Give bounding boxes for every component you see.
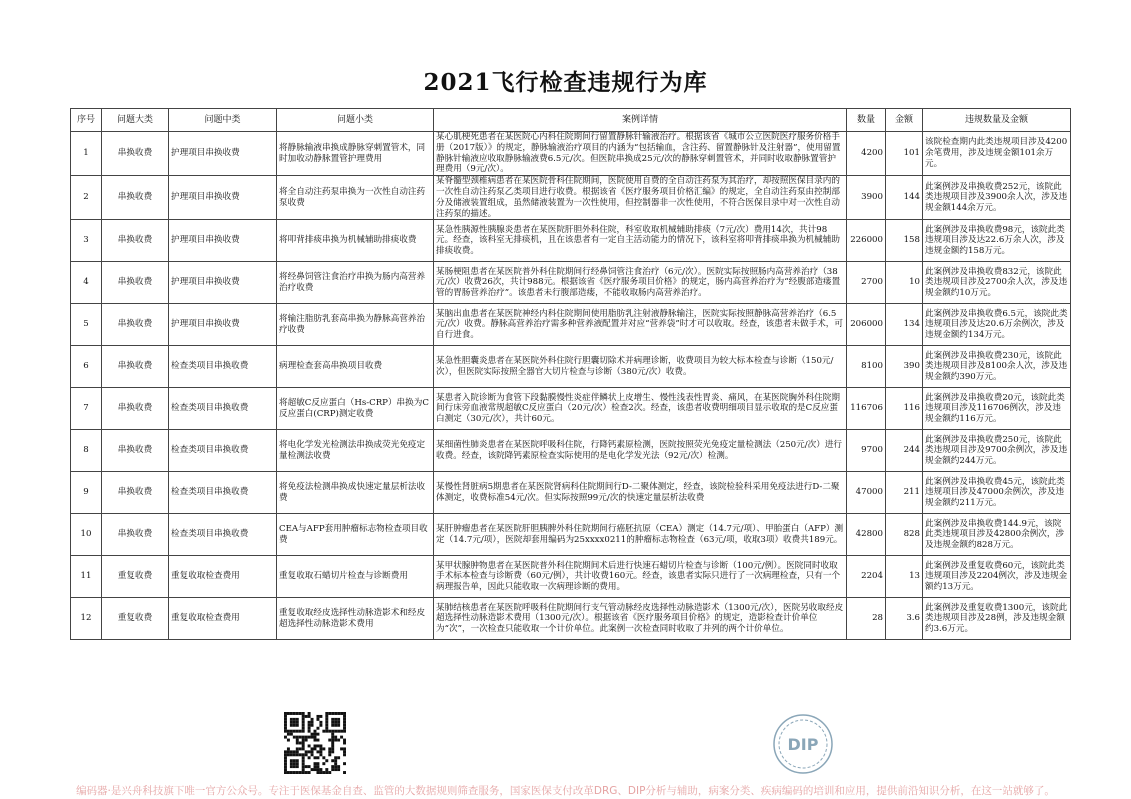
cell-quantity: 4200 [847, 132, 886, 176]
cell-mid-category: 检查类项目串换收费 [169, 430, 277, 472]
cell-no: 9 [71, 472, 102, 514]
table-header-row [71, 109, 1071, 132]
cell-sub-category: 病理检查套高串换项目收费 [277, 346, 434, 388]
cell-sub-category: 将超敏C反应蛋白（Hs-CRP）串换为C反应蛋白(CRP)测定收费 [277, 388, 434, 430]
cell-case-detail: 某甲状腺肿物患者在某医院普外科住院期间术后进行快速石蜡切片检查与诊断（100元/例）。医院同时收取手术标本检查与诊断费（60元/例），共计收费160元。经查，该患者实际只进行了一次病理检查，只有一个病理报告单，因此只能收取一次病理诊断的费用。 [434, 556, 847, 598]
cell-mid-category: 检查类项目串换收费 [169, 514, 277, 556]
cell-mid-category: 护理项目串换收费 [169, 262, 277, 304]
cell-amount: 116 [886, 388, 923, 430]
cell-amount: 158 [886, 220, 923, 262]
cell-mid-category: 检查类项目串换收费 [169, 388, 277, 430]
cell-case-detail: 某肺结核患者在某医院呼吸科住院期间行支气管动脉经皮选择性动脉造影术（1300元/次），医院另收取经皮超选择性动脉造影术费用（1300元/次）。根据该省《医疗服务项目价格》的规定，造影检查计价单位为“次”，一次检查只能收取一个计价单位。此案例一次检查同时收取了并列的两个计价单位。 [434, 598, 847, 640]
table-row [71, 556, 1071, 598]
cell-case-detail: 某急性胰源性胰腺炎患者在某医院肝胆外科住院，科室收取机械辅助排痰（7元/次）费用14次，共计98元。经查，该科室无排痰机，且在该患者有一定自主活动能力的情况下，该科室将叩背排痰串换为机械辅助排痰收费。 [434, 220, 847, 262]
cell-case-detail: 某细菌性肺炎患者在某医院呼吸科住院，行降钙素原检测，医院按照荧光免疫定量检测法（250元/次）进行收费。经查，该院降钙素原检查实际使用的是电化学发光法（92元/次）检测。 [434, 430, 847, 472]
header-quantity: 数量 [847, 109, 886, 132]
cell-mid-category: 护理项目串换收费 [169, 220, 277, 262]
cell-summary: 该院检查期内此类违规项目涉及4200余笔费用，涉及违规金额101余万元。 [923, 132, 1071, 176]
cell-amount: 390 [886, 346, 923, 388]
cell-mid-category: 检查类项目串换收费 [169, 346, 277, 388]
cell-quantity: 206000 [847, 304, 886, 346]
cell-quantity: 2204 [847, 556, 886, 598]
cell-category: 串换收费 [102, 430, 169, 472]
cell-summary: 此案例涉及串换收费230元，该院此类违规项目涉及8100余人次，涉及违规金额约390万元。 [923, 346, 1071, 388]
cell-quantity: 2700 [847, 262, 886, 304]
cell-case-detail: 某心肌梗死患者在某医院心内科住院期间行留置静脉针输液治疗。根据该省《城市公立医院医疗服务价格手册（2017版）》的规定，静脉输液治疗项目的内涵为“包括输血，含注药、留置静脉针及注射器”，使用留置静脉针输液应收取静脉输液费6.5元/次。但医院串换成25元/次的静脉穿刺置管术，并同时收取静脉置管护理费用（9元/次）。 [434, 132, 847, 176]
table-row [71, 262, 1071, 304]
cell-summary: 此案例涉及串换收费98元，该院此类违规项目涉及达22.6万余人次，涉及违规金额约158万元。 [923, 220, 1071, 262]
cell-no: 2 [71, 176, 102, 220]
cell-amount: 10 [886, 262, 923, 304]
cell-amount: 244 [886, 430, 923, 472]
table-row [71, 388, 1071, 430]
table-row [71, 220, 1071, 262]
dip-logo-icon [771, 712, 835, 776]
cell-quantity: 42800 [847, 514, 886, 556]
cell-amount: 211 [886, 472, 923, 514]
cell-no: 10 [71, 514, 102, 556]
cell-quantity: 47000 [847, 472, 886, 514]
cell-mid-category: 护理项目串换收费 [169, 132, 277, 176]
cell-no: 3 [71, 220, 102, 262]
cell-sub-category: 重复收取石蜡切片检查与诊断费用 [277, 556, 434, 598]
header-case-detail: 案例详情 [434, 109, 847, 132]
cell-amount: 828 [886, 514, 923, 556]
cell-mid-category: 重复收取检查费用 [169, 598, 277, 640]
cell-mid-category: 护理项目串换收费 [169, 176, 277, 220]
cell-summary: 此案例涉及串换收费832元，该院此类违规项目涉及2700余人次，涉及违规金额约10万元。 [923, 262, 1071, 304]
cell-mid-category: 护理项目串换收费 [169, 304, 277, 346]
page-title: 2021飞行检查违规行为库 [423, 69, 708, 96]
cell-category: 串换收费 [102, 472, 169, 514]
table-row [71, 176, 1071, 220]
table-row [71, 430, 1071, 472]
cell-quantity: 9700 [847, 430, 886, 472]
table-row [71, 346, 1071, 388]
cell-category: 串换收费 [102, 262, 169, 304]
cell-summary: 此案例涉及串换收费144.9元，该院此类违规项目涉及42800余例次，涉及违规金额约828万元。 [923, 514, 1071, 556]
cell-sub-category: 重复收取经皮选择性动脉造影术和经皮超选择性动脉造影术费用 [277, 598, 434, 640]
cell-category: 重复收费 [102, 598, 169, 640]
cell-sub-category: 将免疫法检测串换成快速定量层析法收费 [277, 472, 434, 514]
cell-quantity: 28 [847, 598, 886, 640]
qr-code-image [284, 712, 346, 774]
cell-amount: 134 [886, 304, 923, 346]
cell-summary: 此案例涉及串换收费252元，该院此类违规项目涉及3900余人次，涉及违规金额144余万元。 [923, 176, 1071, 220]
cell-category: 串换收费 [102, 176, 169, 220]
cell-sub-category: 将叩背排痰串换为机械辅助排痰收费 [277, 220, 434, 262]
cell-no: 4 [71, 262, 102, 304]
cell-case-detail: 某慢性肾脏病5期患者在某医院肾病科住院期间行D-二聚体测定，经查，该院检验科采用免疫法进行D-二聚体测定，收费标准54元/次。但实际按照99元/次的快速定量层析法收费 [434, 472, 847, 514]
cell-category: 串换收费 [102, 220, 169, 262]
cell-summary: 此案例涉及串换收费250元，该院此类违规项目涉及9700余例次，涉及违规金额约244万元。 [923, 430, 1071, 472]
violations-table [70, 108, 1071, 640]
cell-no: 5 [71, 304, 102, 346]
cell-category: 串换收费 [102, 388, 169, 430]
table-row [71, 598, 1071, 640]
cell-case-detail: 某急性胆囊炎患者在某医院外科住院行胆囊切除术并病理诊断，收费项目为较大标本检查与诊断（150元/次），但医院实际按照全器官大切片检查与诊断（380元/次）收费。 [434, 346, 847, 388]
cell-no: 7 [71, 388, 102, 430]
cell-no: 8 [71, 430, 102, 472]
cell-case-detail: 某肠梗阻患者在某医院普外科住院期间行经鼻饲管注食治疗（6元/次）。医院实际按照肠内高营养治疗（38元/次）收费26次，共计988元。根据该省《医疗服务项目价格》的规定，肠内高营养治疗为“经腹部造瘘置管的胃肠营养治疗”。该患者未行腹部造瘘，不能收取肠内高营养治疗。 [434, 262, 847, 304]
table-row [71, 304, 1071, 346]
cell-category: 串换收费 [102, 132, 169, 176]
header-category: 问题大类 [102, 109, 169, 132]
cell-summary: 此案例涉及串换收费6.5元，该院此类违规项目涉及达20.6万余例次，涉及违规金额约134万元。 [923, 304, 1071, 346]
cell-sub-category: 将全自动注药泵串换为一次性自动注药泵收费 [277, 176, 434, 220]
header-summary: 违规数量及金额 [923, 109, 1071, 132]
cell-quantity: 226000 [847, 220, 886, 262]
table-row [71, 472, 1071, 514]
cell-sub-category: 将经鼻饲管注食治疗串换为肠内高营养治疗收费 [277, 262, 434, 304]
cell-sub-category: CEA与AFP套用肿瘤标志物检查项目收费 [277, 514, 434, 556]
table-row [71, 514, 1071, 556]
cell-category: 串换收费 [102, 304, 169, 346]
header-sub-category: 问题小类 [277, 109, 434, 132]
cell-sub-category: 将静脉输液串换成静脉穿刺置管术，同时加收动静脉置管护理费用 [277, 132, 434, 176]
table-row [71, 132, 1071, 176]
header-amount: 金额 [886, 109, 923, 132]
cell-amount: 3.6 [886, 598, 923, 640]
header-mid-category: 问题中类 [169, 109, 277, 132]
cell-amount: 144 [886, 176, 923, 220]
cell-case-detail: 某肝肿瘤患者在某医院肝胆胰脾外科住院期间行癌胚抗原（CEA）测定（14.7元/项）、甲胎蛋白（AFP）测定（14.7元/项），医院却套用编码为25xxxx0211的肿瘤标志物检查（63元/项，收取3项）收费共189元。 [434, 514, 847, 556]
cell-case-detail: 某患者入院诊断为食管下段黏膜慢性炎症伴鳞状上皮增生、慢性浅表性胃炎、痛风，在某医院胸外科住院期间行床旁血液常规超敏C反应蛋白（20元/次）检查2次。经查，该患者收费明细项目显示收取的是C反应蛋白测定（30元/次），共计60元。 [434, 388, 847, 430]
cell-amount: 13 [886, 556, 923, 598]
cell-amount: 101 [886, 132, 923, 176]
cell-summary: 此案例涉及串换收费20元，该院此类违规项目涉及116706例次，涉及违规金额约116万元。 [923, 388, 1071, 430]
cell-sub-category: 将电化学发光检测法串换成荧光免疫定量检测法收费 [277, 430, 434, 472]
cell-category: 重复收费 [102, 556, 169, 598]
cell-quantity: 3900 [847, 176, 886, 220]
cell-quantity: 8100 [847, 346, 886, 388]
cell-no: 12 [71, 598, 102, 640]
cell-no: 11 [71, 556, 102, 598]
cell-quantity: 116706 [847, 388, 886, 430]
cell-category: 串换收费 [102, 514, 169, 556]
cell-mid-category: 重复收取检查费用 [169, 556, 277, 598]
svg-text:DIP: DIP [787, 735, 819, 754]
cell-no: 6 [71, 346, 102, 388]
header-no: 序号 [71, 109, 102, 132]
cell-case-detail: 某脑出血患者在某医院神经内科住院期间使用脂肪乳注射液静脉输注，医院实际按照静脉高营养治疗（6.5元/次）收费。静脉高营养治疗需多种营养液配置并对应“营养袋”时才可以收取。经查，该患者未做手术，可自行进食。 [434, 304, 847, 346]
cell-sub-category: 将输注脂肪乳套高串换为静脉高营养治疗收费 [277, 304, 434, 346]
cell-mid-category: 检查类项目串换收费 [169, 472, 277, 514]
footer-note: 编码器·是兴舟科技旗下唯一官方公众号。专注于医保基金自查、监管的大数据规则筛查服务，国家医保支付改革DRG、DIP分析与辅助，病案分类、疾病编码的培训和应用，提供前沿知识分析，在这一站就够了。 [76, 785, 1055, 797]
cell-case-detail: 某脊髓型颈椎病患者在某医院骨科住院期间，医院使用自费的全自动注药泵为其治疗，却按照医保目录内的一次性自动注药泵乙类项目进行收费。根据该省《医疗服务项目价格汇编》的规定，全自动注药泵由控制部分及储液装置组成，虽然储液装置为一次性使用，但控制器非一次性使用，不符合医保目录中对一次性自动注药泵的描述。 [434, 176, 847, 220]
cell-summary: 此案例涉及重复收费1300元，该院此类违规项目涉及28例，涉及违规金额约3.6万元。 [923, 598, 1071, 640]
cell-category: 串换收费 [102, 346, 169, 388]
cell-summary: 此案例涉及重复收费60元，该院此类违规项目涉及2204例次，涉及违规金额约13万元。 [923, 556, 1071, 598]
cell-summary: 此案例涉及串换收费45元，该院此类违规项目涉及47000余例次，涉及违规金额约211万元。 [923, 472, 1071, 514]
cell-no: 1 [71, 132, 102, 176]
